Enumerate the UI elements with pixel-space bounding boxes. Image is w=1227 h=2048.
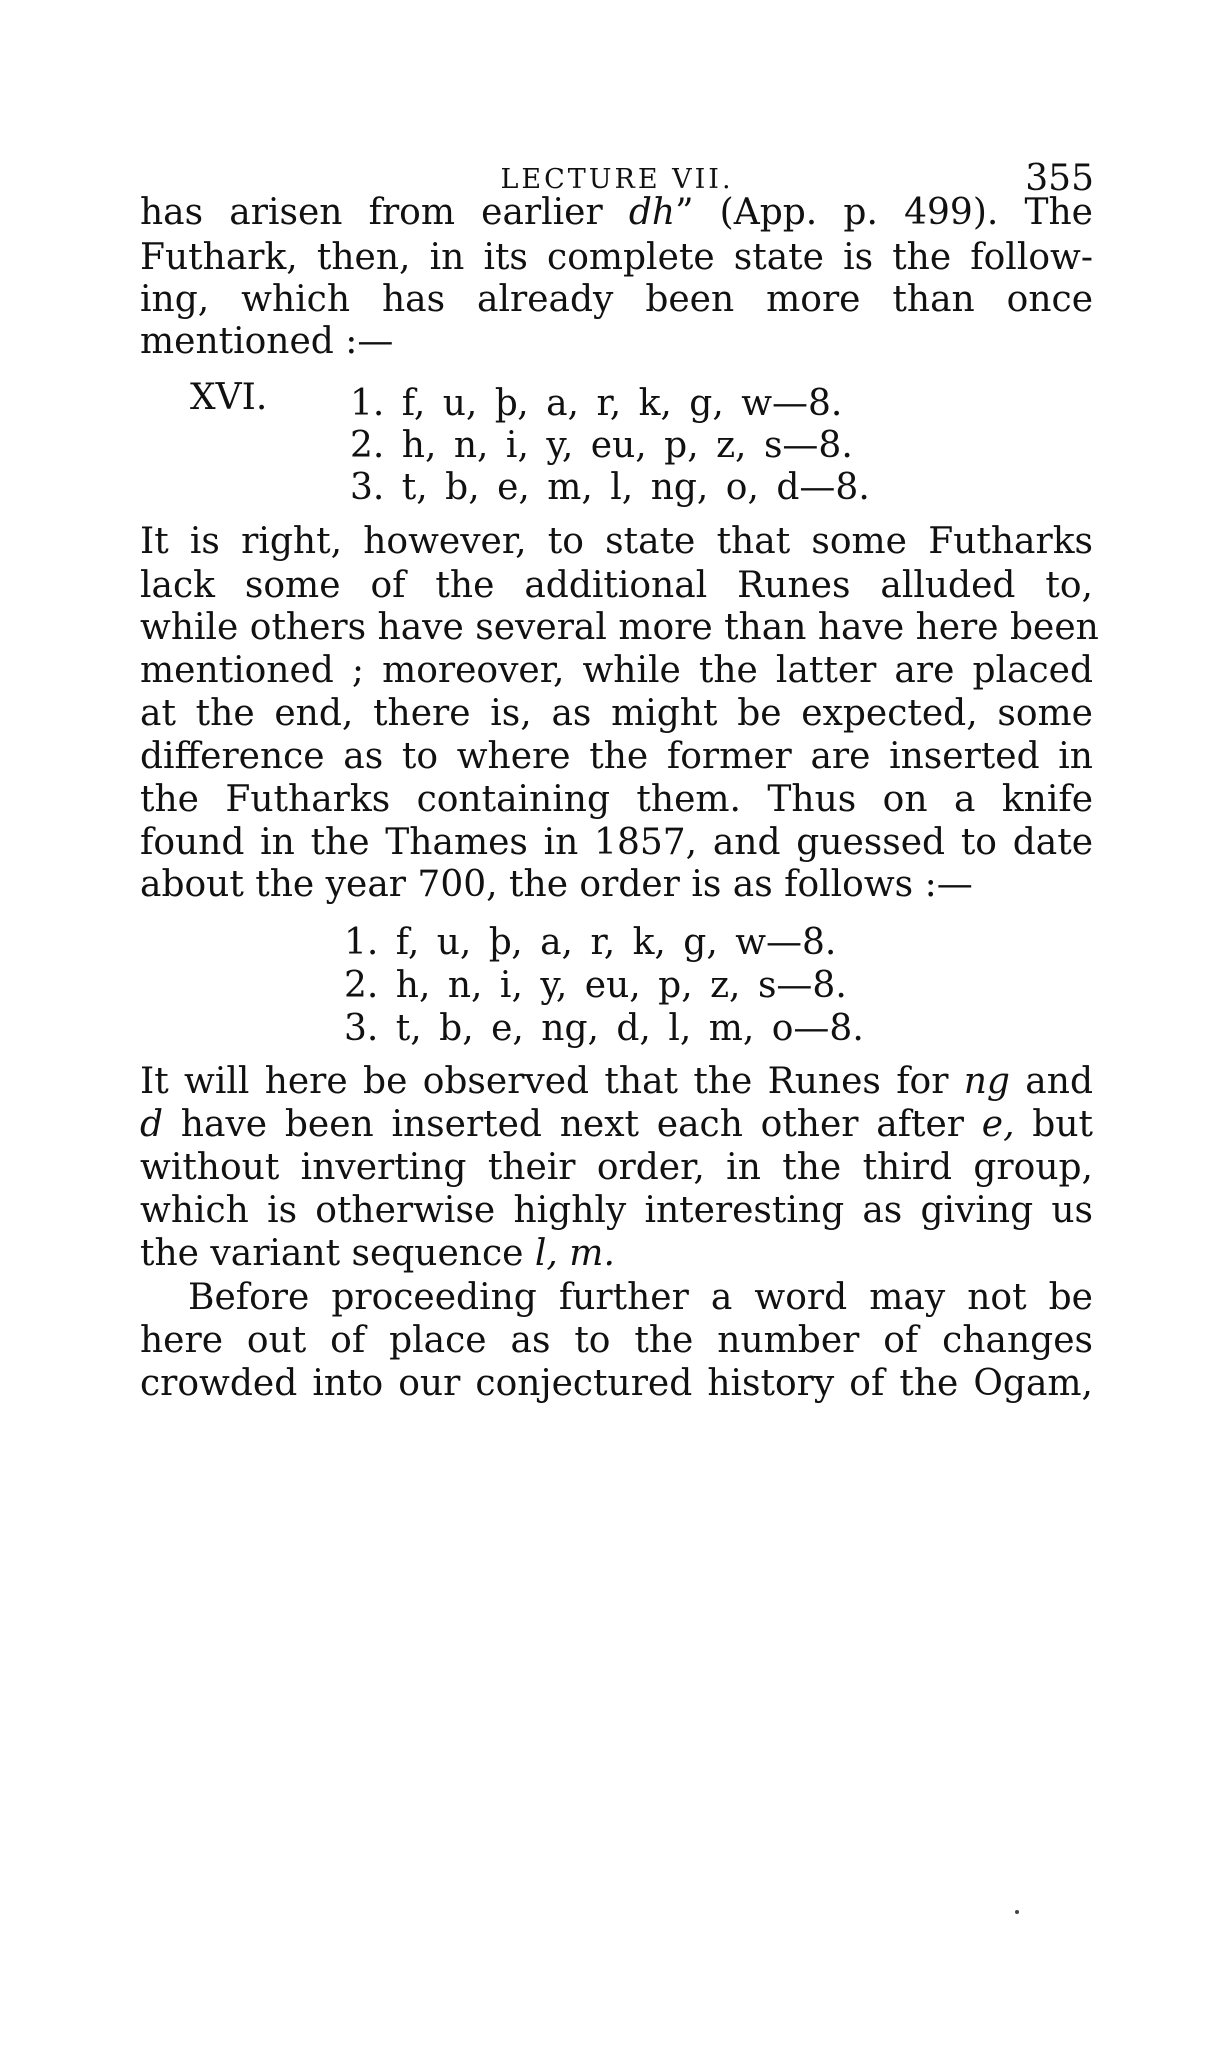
paragraph-3-line-2: d have been inserted next each other after e, but <box>140 1104 1093 1145</box>
paragraph-4-line-2: here out of place as to the number of changes <box>140 1320 1093 1361</box>
paragraph-3-line-4: which is otherwise highly interesting as giving us <box>140 1190 1093 1231</box>
paragraph-2-line-3: while others have several more than have here been <box>140 607 1099 648</box>
ink-speck <box>1015 1910 1019 1914</box>
paragraph-2-line-6: difference as to where the former are inserted in <box>140 736 1093 777</box>
paragraph-2-line-2: lack some of the additional Runes alluded to, <box>140 565 1093 606</box>
paragraph-2-line-5: at the end, there is, as might be expected, some <box>140 693 1093 734</box>
paragraph-2-line-9: about the year 700, the order is as follows :— <box>140 864 973 905</box>
page-number: 355 <box>1025 158 1094 199</box>
futhark-row-1: 1. f, u, þ, a, r, k, g, w—8. <box>350 383 843 424</box>
paragraph-1-line-4: mentioned :— <box>140 321 394 362</box>
paragraph-1-line-3: ing, which has already been more than once <box>140 279 1093 320</box>
paragraph-4-line-1: Before proceeding further a word may not be <box>188 1277 1093 1318</box>
paragraph-2-line-4: mentioned ; moreover, while the latter are placed <box>140 650 1093 691</box>
knife-futhark-row-3: 3. t, b, e, ng, d, l, m, o—8. <box>344 1008 864 1049</box>
paragraph-3-line-1: It will here be observed that the Runes for ng and <box>140 1061 1093 1102</box>
paragraph-1-line-1: has arisen from earlier dh” (App. p. 499). The <box>140 192 1093 233</box>
paragraph-4-line-3: crowded into our conjectured history of the Ogam, <box>140 1363 1093 1404</box>
paragraph-2-line-8: found in the Thames in 1857, and guessed to date <box>140 822 1093 863</box>
futhark-row-3: 3. t, b, e, m, l, ng, o, d—8. <box>350 467 870 508</box>
paragraph-2-line-7: the Futharks containing them. Thus on a knife <box>140 779 1093 820</box>
futhark-row-2: 2. h, n, i, y, eu, p, z, s—8. <box>350 425 853 466</box>
paragraph-2-line-1: It is right, however, to state that some Futharks <box>140 521 1093 562</box>
paragraph-3-line-3: without inverting their order, in the third group, <box>140 1147 1093 1188</box>
knife-futhark-row-1: 1. f, u, þ, a, r, k, g, w—8. <box>344 922 837 963</box>
paragraph-1-line-2: Futhark, then, in its complete state is the follow- <box>140 237 1093 278</box>
running-title: LECTURE VII. <box>500 164 734 195</box>
futhark-label: XVI. <box>190 377 268 418</box>
paragraph-3-line-5: the variant sequence l, m. <box>140 1233 615 1274</box>
knife-futhark-row-2: 2. h, n, i, y, eu, p, z, s—8. <box>344 965 847 1006</box>
